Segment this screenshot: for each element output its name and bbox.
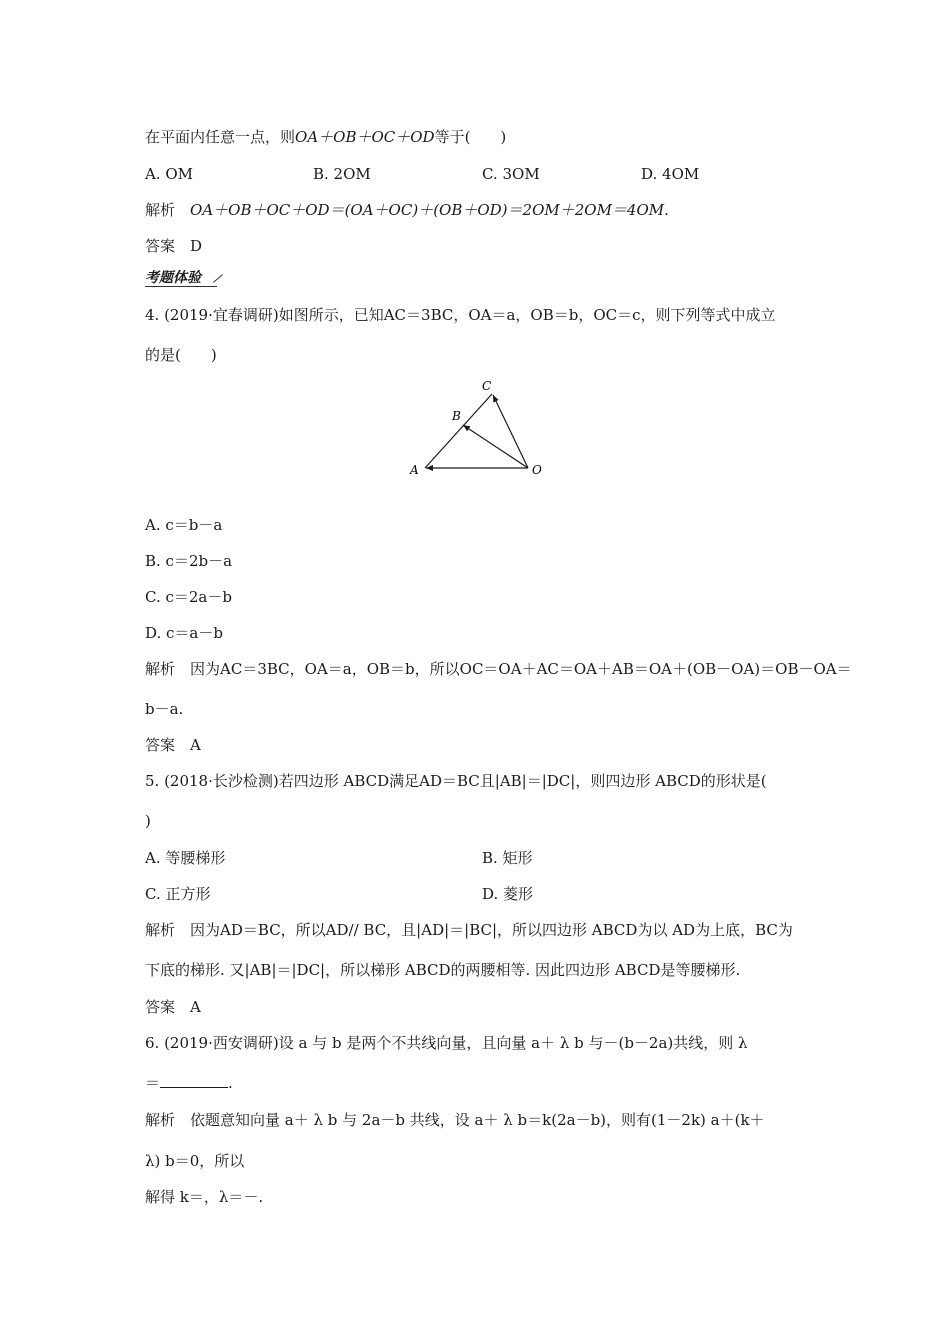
q3-stem-suffix: 等于( ): [434, 128, 507, 146]
section-underline: [145, 286, 217, 287]
q6-period: .: [228, 1074, 233, 1092]
q3-stem-expr: OA＋OB＋OC＋OD: [295, 128, 435, 146]
q6-answer-blank: [160, 1073, 228, 1088]
q4-stem-line2: 的是( ): [145, 346, 217, 364]
q4-answer: [145, 735, 201, 755]
q5-option-d: D. 菱形: [482, 885, 534, 903]
q4-answer-label: 答案: [145, 736, 176, 754]
q4-stem-line1: 4. (2019·宜春调研)如图所示，已知AC＝3BC，OA＝a，OB＝b，OC＝c，则下列等式中成立: [145, 306, 776, 324]
segment-a-c: [425, 394, 492, 468]
section-title: 考题体验: [145, 270, 201, 286]
q4-option-c: C. c＝2a－b: [145, 588, 232, 606]
label-b: B: [452, 409, 461, 423]
q3-answer: [145, 236, 202, 256]
q6-analysis-line1: [145, 1110, 765, 1130]
q3-answer-label: 答案: [145, 237, 176, 255]
q3-analysis-label: 解析: [145, 201, 176, 219]
q5-analysis-line2: 下底的梯形. 又|AB|＝|DC|，所以梯形 ABCD的两腰相等. 因此四边形 ABCD是等腰梯形.: [145, 961, 741, 979]
q3-stem-prefix: 在平面内任意一点，则: [145, 128, 296, 146]
q5-answer-label: 答案: [145, 998, 176, 1016]
q5-option-b: B. 矩形: [482, 849, 533, 867]
q4-analysis-line2: b－a.: [145, 700, 184, 718]
q6-solve-line: 解得 k＝，λ＝－.: [145, 1188, 264, 1206]
q4-option-d: D. c＝a－b: [145, 624, 223, 642]
q4-analysis-text: 因为AC＝3BC，OA＝a，OB＝b，所以OC＝OA＋AC＝OA＋AB＝OA＋(OB－OA)＝OB－OA＝: [190, 660, 852, 678]
q5-analysis-label: 解析: [145, 921, 176, 939]
q6-analysis-label: 解析: [145, 1111, 176, 1129]
q3-option-c: C. 3OM: [482, 165, 540, 183]
q5-analysis-line1: [145, 920, 793, 940]
q5-option-a: A. 等腰梯形: [145, 849, 226, 867]
q5-analysis-text: 因为AD＝BC，所以AD// BC，且|AD|＝|BC|，所以四边形 ABCD为以 AD为上底，BC为: [190, 921, 793, 939]
q3-answer-value: D: [190, 237, 203, 255]
q4-option-a: A. c＝b－a: [145, 516, 223, 534]
q6-stem-line2: [145, 1073, 233, 1093]
q3-option-d: D. 4OM: [641, 165, 700, 183]
q5-answer: [145, 997, 201, 1017]
q4-answer-value: A: [190, 736, 201, 754]
q4-triangle-figure: [400, 375, 560, 485]
q6-stem-line1: 6. (2019·西安调研)设 a 与 b 是两个不共线向量，且向量 a＋ λ b 与－(b－2a)共线，则 λ: [145, 1034, 748, 1052]
q6-analysis-text: 依题意知向量 a＋ λ b 与 2a－b 共线，设 a＋ λ b＝k(2a－b)，则有(1－2k) a＋(k＋: [190, 1111, 765, 1129]
q4-analysis-label: 解析: [145, 660, 176, 678]
q4-analysis-line1: [145, 659, 852, 679]
q3-analysis-text: OA＋OB＋OC＋OD＝(OA＋OC)＋(OB＋OD)＝2OM＋2OM＝4OM.: [190, 201, 669, 219]
label-o: O: [532, 463, 542, 477]
label-a: A: [410, 463, 419, 477]
q3-option-a: A. OM: [145, 165, 194, 183]
q5-stem-line2: ): [145, 812, 151, 830]
q5-stem-line1: 5. (2018·长沙检测)若四边形 ABCD满足AD＝BC且|AB|＝|DC|，则四边形 ABCD的形状是(: [145, 772, 767, 790]
q6-analysis-line2: λ) b＝0，所以: [145, 1152, 245, 1170]
q5-option-c: C. 正方形: [145, 885, 211, 903]
label-c: C: [482, 379, 492, 393]
section-underline-slash: [213, 274, 223, 282]
q3-analysis: [145, 200, 669, 220]
q3-stem: [145, 127, 506, 147]
q4-option-b: B. c＝2b－a: [145, 552, 233, 570]
q5-answer-value: A: [190, 998, 201, 1016]
q6-equals: ＝: [145, 1074, 161, 1092]
q3-option-b: B. 2OM: [313, 165, 371, 183]
